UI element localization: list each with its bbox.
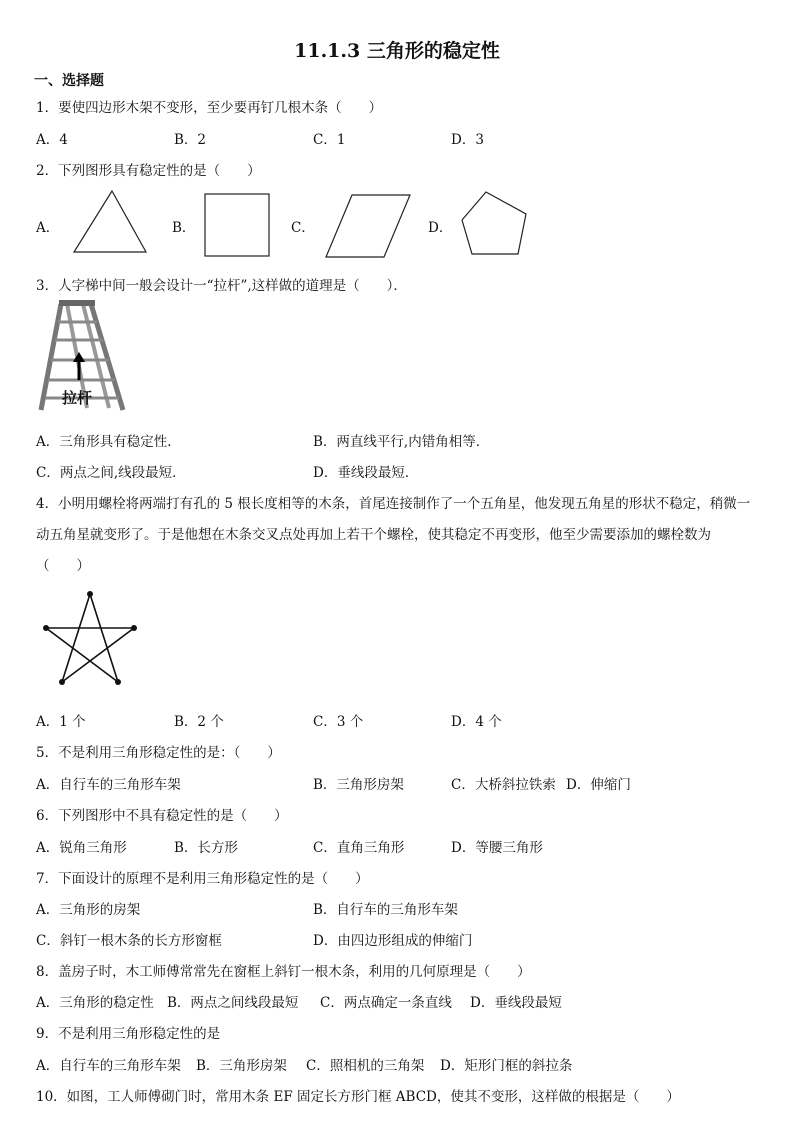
q9-option-b: B．三角形房架 (196, 1058, 287, 1074)
q2-option-b: B． (172, 220, 196, 236)
q7-option-b: B．自行车的三角形车架 (313, 902, 458, 918)
q3-option-c: C．两点之间,线段最短． (36, 465, 186, 481)
q2-option-a: A． (36, 220, 60, 236)
question-9-stem: 9．不是利用三角形稳定性的是 (36, 1026, 221, 1042)
q7-option-c: C．斜钉一根木条的长方形窗框 (36, 933, 222, 949)
question-4-stem-line3: （ ） (36, 558, 90, 574)
triangle-figure (70, 188, 150, 256)
q3-option-b: B．两直线平行,内错角相等． (313, 434, 490, 450)
q9-option-c: C．照相机的三角架 (306, 1058, 425, 1074)
question-8-stem: 8．盖房子时，木工师傅常常先在窗框上斜钉一根木条，利用的几何原理是（ ） (36, 964, 531, 980)
q1-option-d: D．3 (451, 132, 484, 148)
q6-option-d: D．等腰三角形 (451, 840, 543, 856)
five-pointed-star-figure (36, 588, 146, 692)
q9-option-a: A．自行车的三角形车架 (36, 1058, 181, 1074)
q5-option-a: A．自行车的三角形车架 (36, 777, 181, 793)
parallelogram-figure (324, 193, 414, 259)
q1-option-b: B．2 (174, 132, 207, 148)
q2-option-d: D． (428, 220, 453, 236)
ladder-bar-label: 拉杆 (62, 389, 93, 407)
square-figure (202, 192, 272, 258)
q6-option-a: A．锐角三角形 (36, 840, 127, 856)
question-5-stem: 5．不是利用三角形稳定性的是：（ ） (36, 745, 281, 761)
question-2-stem: 2．下列图形具有稳定性的是（ ） (36, 163, 261, 179)
q8-option-b: B．两点之间线段最短 (167, 995, 299, 1011)
question-4-stem-line2: 动五角星就变形了。于是他想在木条交叉点处再加上若干个螺栓，使其稳定不再变形，他至少需要添加的螺栓数为 (36, 527, 711, 543)
q7-option-d: D．由四边形组成的伸缩门 (313, 933, 473, 949)
question-6-stem: 6．下列图形中不具有稳定性的是（ ） (36, 808, 288, 824)
q5-option-d: D．伸缩门 (566, 777, 631, 793)
q5-option-c: C．大桥斜拉铁索 (451, 777, 556, 793)
question-7-stem: 7．下面设计的原理不是利用三角形稳定性的是（ ） (36, 871, 369, 887)
q3-option-d: D．垂线段最短． (313, 465, 419, 481)
q6-option-c: C．直角三角形 (313, 840, 405, 856)
section-heading: 一、选择题 (34, 73, 104, 89)
q1-option-a: A．4 (36, 132, 68, 148)
question-3-stem: 3．人字梯中间一般会设计一“拉杆”,这样做的道理是（ ）． (36, 278, 407, 294)
question-10-stem: 10．如图，工人师傅砌门时，常用木条 EF 固定长方形门框 ABCD，使其不变形，这样做的根据是（ ） (36, 1089, 680, 1105)
question-4-stem-line1: 4．小明用螺栓将两端打有孔的 5 根长度相等的木条，首尾连接制作了一个五角星，他发现五角星的形状不稳定，稍微一 (36, 496, 751, 512)
q8-option-d: D．垂线段最短 (470, 995, 562, 1011)
q4-option-d: D．4 个 (451, 714, 502, 730)
q2-option-c: C． (291, 220, 315, 236)
q8-option-c: C．两点确定一条直线 (320, 995, 452, 1011)
pentagon-figure (460, 190, 532, 256)
q1-option-c: C．1 (313, 132, 346, 148)
q9-option-d: D．矩形门框的斜拉条 (440, 1058, 573, 1074)
question-1-stem: 1．要使四边形木架不变形，至少要再钉几根木条（ ） (36, 100, 383, 116)
q6-option-b: B．长方形 (174, 840, 238, 856)
q4-option-b: B．2 个 (174, 714, 224, 730)
q3-option-a: A．三角形具有稳定性． (36, 434, 181, 450)
page-title: 11.1.3 三角形的稳定性 (294, 40, 500, 62)
q4-option-c: C．3 个 (313, 714, 364, 730)
q8-option-a: A．三角形的稳定性 (36, 995, 154, 1011)
q7-option-a: A．三角形的房架 (36, 902, 141, 918)
q5-option-b: B．三角形房架 (313, 777, 404, 793)
q4-option-a: A．1 个 (36, 714, 86, 730)
